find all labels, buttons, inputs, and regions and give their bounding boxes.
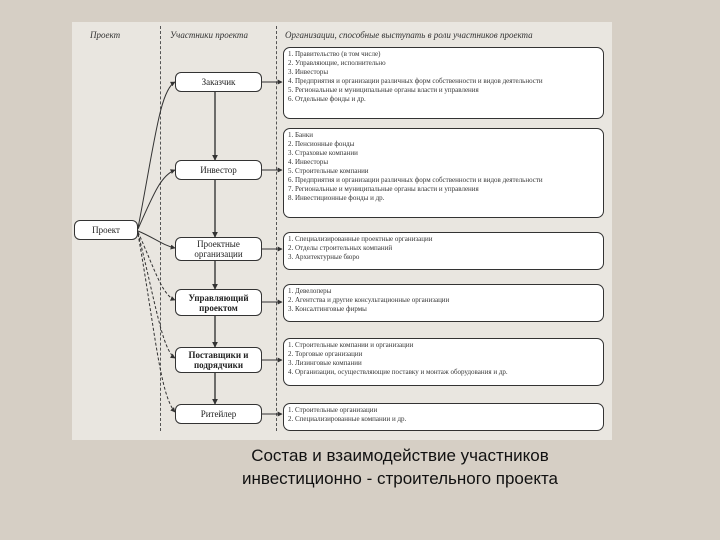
org-item: 6. Отдельные фонды и др. bbox=[288, 95, 366, 103]
participant-postavshchiki: Поставщики и подрядчики bbox=[175, 347, 262, 373]
org-item: 2. Торговые организации bbox=[288, 350, 363, 358]
org-item: 1. Строительные компании и организации bbox=[288, 341, 414, 349]
org-item: 2. Пенсионные фонды bbox=[288, 140, 355, 148]
link-root-post bbox=[138, 233, 175, 358]
org-item: 4. Предприятия и организации различных форм собственности и видов деятельности bbox=[288, 77, 543, 85]
org-item: 3. Страховые компании bbox=[288, 149, 358, 157]
org-box-upravlyayushchij bbox=[283, 284, 604, 322]
participant-zakazchik: Заказчик bbox=[175, 72, 262, 92]
org-item: 5. Региональные и муниципальные органы власти и управления bbox=[288, 86, 479, 94]
header-organizations: Организации, способные выступать в роли участников проекта bbox=[285, 30, 533, 40]
org-item: 5. Строительные компании bbox=[288, 167, 369, 175]
org-item: 2. Агентства и другие консультационные организации bbox=[288, 296, 450, 304]
org-item: 8. Инвестиционные фонды и др. bbox=[288, 194, 385, 202]
org-item: 1. Строительные организации bbox=[288, 406, 378, 414]
org-item: 4. Инвесторы bbox=[288, 158, 329, 166]
org-box-ritejler bbox=[283, 403, 604, 431]
org-box-proektnye bbox=[283, 232, 604, 270]
caption-line-2: инвестиционно - строительного проекта bbox=[241, 469, 559, 488]
participant-upravlyayushchij: Управляющий проектом bbox=[175, 289, 262, 316]
org-item: 3. Инвесторы bbox=[288, 68, 329, 76]
header-project: Проект bbox=[90, 30, 121, 40]
org-item: 7. Региональные и муниципальные органы власти и управления bbox=[288, 185, 479, 193]
org-item: 2. Отделы строительных компаний bbox=[288, 244, 393, 252]
org-item: 2. Управляющие, исполнительно bbox=[288, 59, 386, 67]
org-item: 4. Организации, осуществляющие поставку и монтаж оборудования и др. bbox=[288, 368, 508, 376]
org-item: 3. Консалтинговые фирмы bbox=[288, 305, 367, 313]
participant-ritejler: Ритейлер bbox=[175, 404, 262, 424]
slide-caption bbox=[150, 444, 650, 490]
participant-proektnye: Проектные организации bbox=[175, 237, 262, 261]
org-item: 6. Предприятия и организации различных форм собственности и видов деятельности bbox=[288, 176, 543, 184]
org-item: 1. Банки bbox=[288, 131, 314, 139]
project-root-node: Проект bbox=[74, 220, 138, 240]
org-item: 1. Правительство (в том числе) bbox=[288, 50, 381, 58]
org-box-investor bbox=[283, 128, 604, 218]
org-item: 2. Специализированные компании и др. bbox=[288, 415, 407, 423]
org-item: 1. Специализированные проектные организации bbox=[288, 235, 433, 243]
org-item: 1. Девелоперы bbox=[288, 287, 332, 295]
participant-investor: Инвестор bbox=[175, 160, 262, 180]
link-root-proekt bbox=[138, 231, 175, 248]
org-item: 3. Архитектурные бюро bbox=[288, 253, 360, 261]
link-root-ritejl bbox=[138, 234, 175, 412]
header-participants: Участники проекта bbox=[170, 30, 248, 40]
org-box-postavshchiki bbox=[283, 338, 604, 386]
org-item: 3. Лизинговые компании bbox=[288, 359, 362, 367]
link-root-zakazchik bbox=[138, 82, 175, 228]
caption-line-1: Состав и взаимодействие участников bbox=[251, 446, 549, 465]
org-box-zakazchik bbox=[283, 47, 604, 119]
